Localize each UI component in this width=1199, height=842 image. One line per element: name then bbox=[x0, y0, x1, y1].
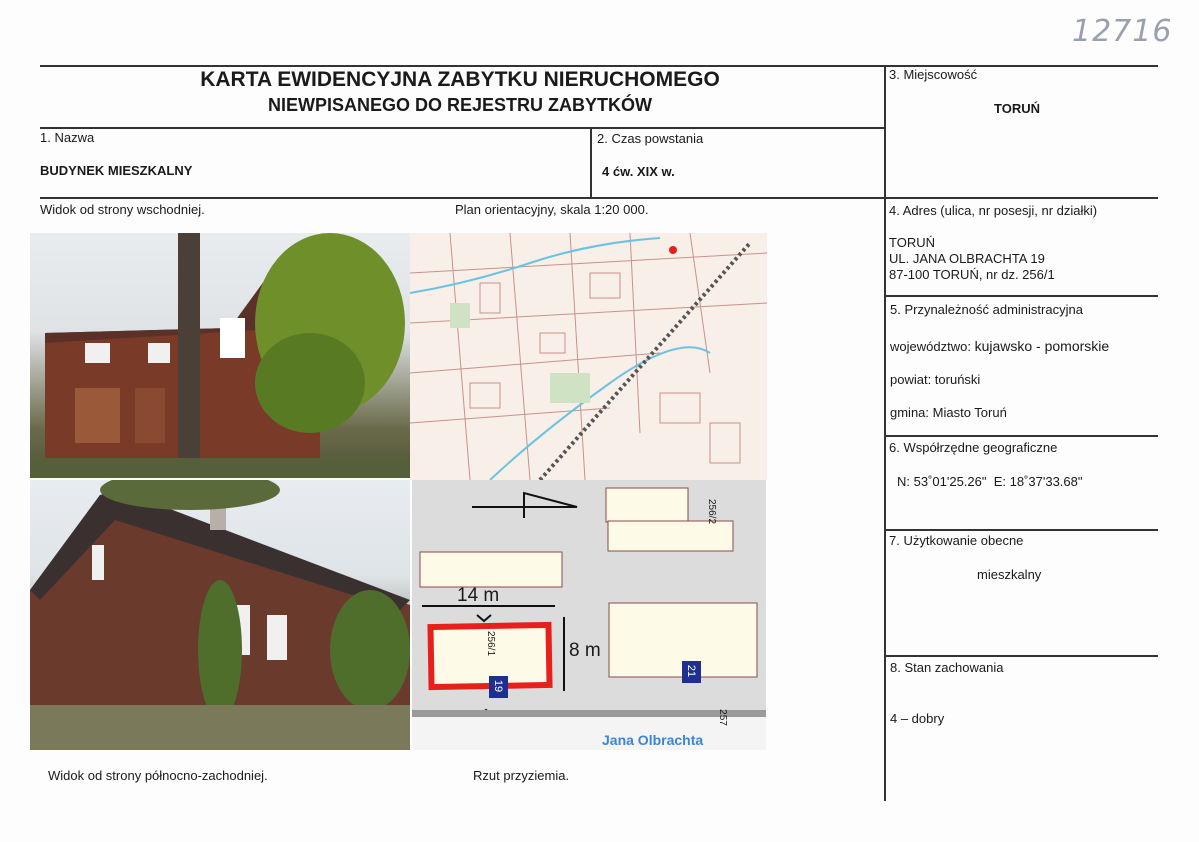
adres-line: UL. JANA OLBRACHTA 19 bbox=[889, 251, 1045, 266]
photo-east-view bbox=[30, 233, 410, 478]
caption-plan: Rzut przyziemia. bbox=[473, 768, 570, 783]
photo-northwest-view bbox=[30, 480, 410, 750]
parcel-number: 256/2 bbox=[706, 498, 718, 525]
divider bbox=[884, 435, 1158, 437]
czas-label: 2. Czas powstania bbox=[597, 131, 704, 146]
miejscowosc-label: 3. Miejscowość bbox=[889, 67, 978, 82]
house-number-badge: 19 bbox=[492, 679, 505, 693]
height-dimension: 8 m bbox=[569, 640, 601, 661]
adres-value bbox=[889, 235, 1055, 283]
handwritten-number: 12716 bbox=[1072, 14, 1173, 49]
uzytkowanie-label: 7. Użytkowanie obecne bbox=[889, 533, 1024, 548]
nazwa-label: 1. Nazwa bbox=[40, 130, 95, 145]
orientation-map bbox=[410, 233, 767, 480]
divider bbox=[884, 529, 1158, 531]
nazwa-value: BUDYNEK MIESZKALNY bbox=[40, 163, 193, 178]
gmina: gmina: Miasto Toruń bbox=[890, 405, 1007, 420]
admin-label: 5. Przynależność administracyjna bbox=[890, 302, 1083, 317]
parcel-number: 257 bbox=[716, 709, 728, 726]
adres-line: TORUŃ bbox=[889, 235, 935, 250]
divider bbox=[884, 295, 1158, 297]
street-name: Jana Olbrachta bbox=[602, 732, 704, 748]
stan-label: 8. Stan zachowania bbox=[890, 660, 1004, 675]
divider bbox=[40, 197, 1158, 199]
wojewodztwo-label: województwo: bbox=[890, 339, 971, 354]
divider bbox=[590, 127, 592, 197]
wojewodztwo bbox=[890, 338, 1109, 354]
divider bbox=[40, 65, 1158, 67]
miejscowosc-value: TORUŃ bbox=[994, 101, 1040, 116]
width-dimension: 14 m bbox=[457, 585, 500, 606]
uzytkowanie-value: mieszkalny bbox=[977, 567, 1042, 582]
house-number-badge: 21 bbox=[685, 664, 698, 678]
divider bbox=[884, 65, 886, 801]
title-line2: NIEWPISANEGO DO REJESTRU ZABYTKÓW bbox=[267, 95, 653, 115]
divider bbox=[884, 655, 1158, 657]
ground-floor-plan bbox=[412, 480, 766, 750]
title-line1: KARTA EWIDENCYJNA ZABYTKU NIERUCHOMEGO bbox=[200, 68, 720, 91]
caption-map: Plan orientacyjny, skala 1:20 000. bbox=[455, 202, 649, 217]
powiat: powiat: toruński bbox=[890, 372, 981, 387]
adres-line: 87-100 TORUŃ, nr dz. 256/1 bbox=[889, 267, 1055, 282]
wspolrzedne-label: 6. Współrzędne geograficzne bbox=[889, 440, 1058, 455]
divider bbox=[40, 127, 884, 129]
caption-photo-east: Widok od strony wschodniej. bbox=[40, 202, 205, 217]
wojewodztwo-value: kujawsko - pomorskie bbox=[974, 338, 1110, 354]
caption-photo-nw: Widok od strony północno-zachodniej. bbox=[48, 768, 268, 783]
wspolrzedne-value: N: 53˚01'25.26" E: 18˚37'33.68" bbox=[897, 474, 1083, 489]
stan-value: 4 – dobry bbox=[890, 711, 945, 726]
adres-label: 4. Adres (ulica, nr posesji, nr działki) bbox=[889, 203, 1098, 218]
czas-value: 4 ćw. XIX w. bbox=[602, 164, 675, 179]
parcel-number: 256/1 bbox=[485, 630, 497, 657]
north-arrow-icon bbox=[472, 493, 577, 518]
